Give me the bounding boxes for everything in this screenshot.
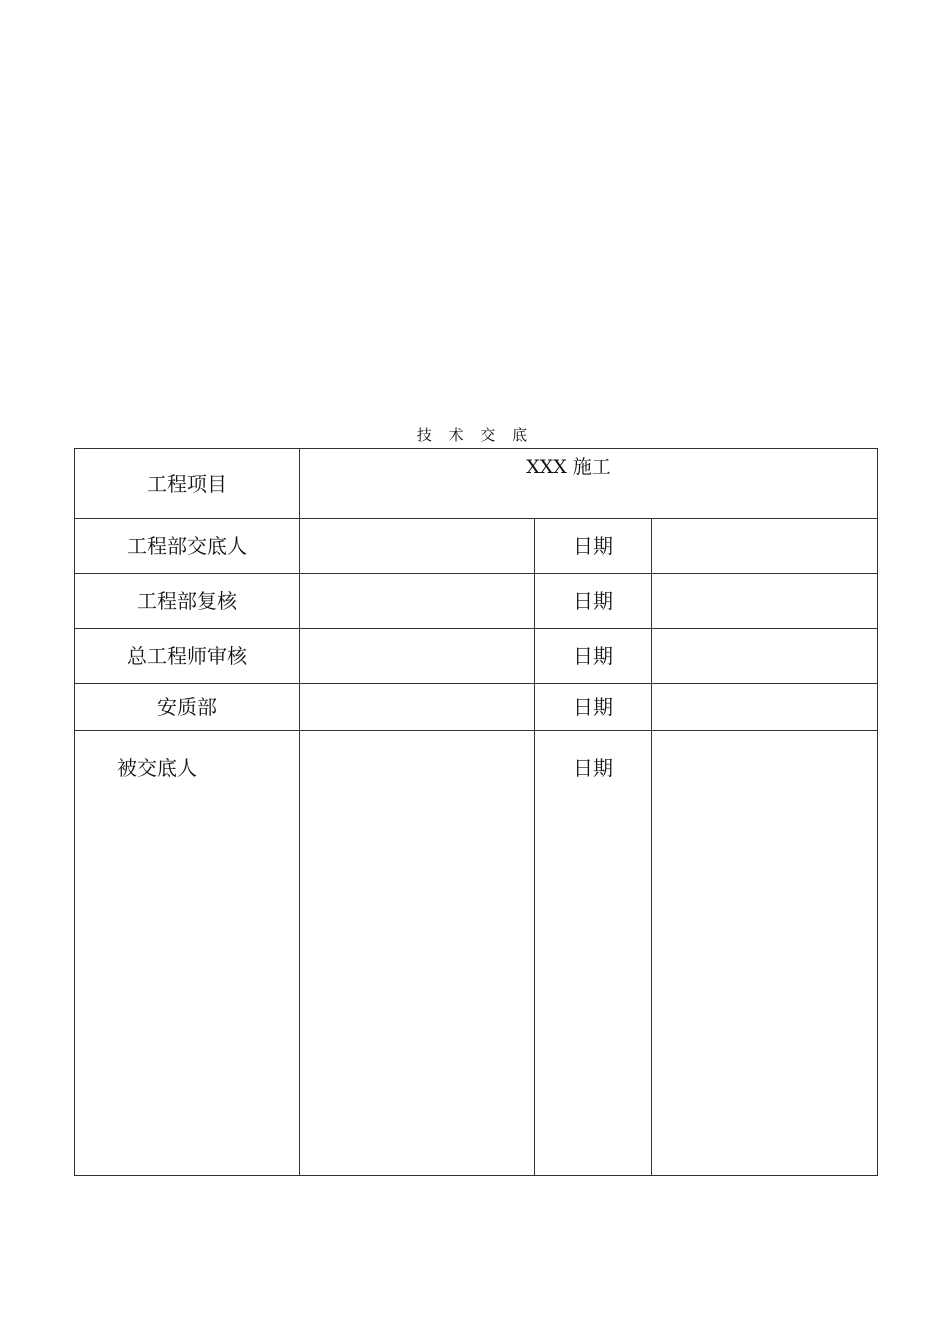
review-label: 工程部复核 xyxy=(75,574,300,629)
review-date-cell[interactable] xyxy=(652,574,878,629)
safety-quality-date-cell[interactable] xyxy=(652,684,878,731)
safety-quality-date-label: 日期 xyxy=(535,684,652,731)
chief-engineer-date-label: 日期 xyxy=(535,629,652,684)
form-row-review xyxy=(75,574,878,629)
recipient-date-cell[interactable] xyxy=(652,731,878,1176)
recipient-label: 被交底人 xyxy=(75,731,300,1176)
safety-quality-label: 安质部 xyxy=(75,684,300,731)
safety-quality-signature-cell[interactable] xyxy=(300,684,535,731)
handover-person-date-label: 日期 xyxy=(535,519,652,574)
handover-form-table xyxy=(74,448,878,1176)
handover-person-date-cell[interactable] xyxy=(652,519,878,574)
project-label: 工程项目 xyxy=(75,449,300,519)
recipient-signature-cell[interactable] xyxy=(300,731,535,1176)
project-value: XXX 施工 xyxy=(526,456,611,478)
recipient-date-label: 日期 xyxy=(535,731,652,1176)
project-value-cell xyxy=(300,449,878,519)
form-row-safety-quality xyxy=(75,684,878,731)
form-row-handover-person xyxy=(75,519,878,574)
chief-engineer-date-cell[interactable] xyxy=(652,629,878,684)
review-date-label: 日期 xyxy=(535,574,652,629)
review-signature-cell[interactable] xyxy=(300,574,535,629)
handover-person-signature-cell[interactable] xyxy=(300,519,535,574)
form-row-recipient xyxy=(75,731,878,1176)
form-row-chief-engineer xyxy=(75,629,878,684)
document-title: 技 术 交 底 xyxy=(416,426,534,444)
project-row xyxy=(75,449,878,519)
chief-engineer-signature-cell[interactable] xyxy=(300,629,535,684)
handover-person-label: 工程部交底人 xyxy=(75,519,300,574)
chief-engineer-label: 总工程师审核 xyxy=(75,629,300,684)
